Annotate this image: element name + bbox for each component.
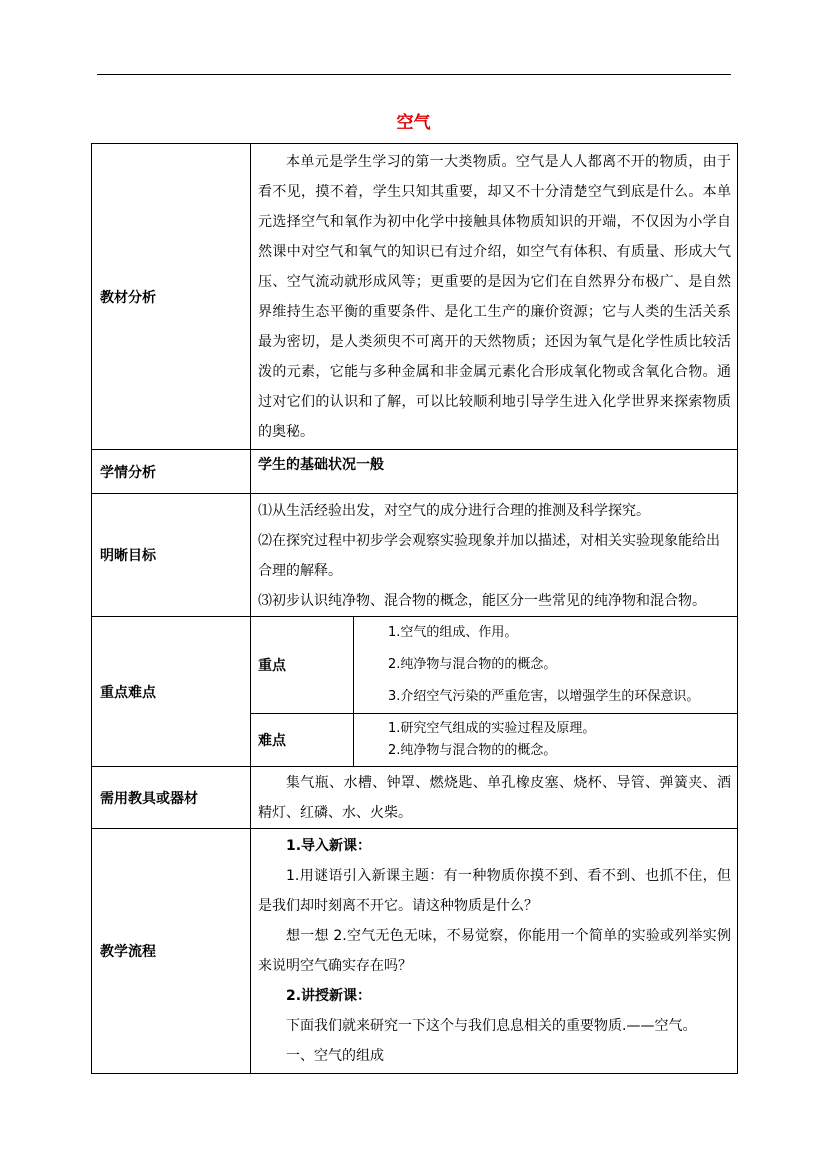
label-key-points: 重点 bbox=[251, 617, 354, 714]
process-paragraph: 想一想 2.空气无色无味，不易觉察，你能用一个简单的实验或列举实例来说明空气确实存在吗？ bbox=[258, 928, 732, 974]
student-analysis-text: 学生的基础状况一般 bbox=[258, 457, 384, 473]
difficult-point-item: 2.纯净物与混合物的的概念。 bbox=[388, 743, 557, 758]
label-textbook-analysis: 教材分析 bbox=[92, 144, 251, 450]
process-paragraph: 1.用谜语引入新课主题：有一种物质你摸不到、看不到、也抓不住，但是我们却时刻离不开它。请这种物质是什么？ bbox=[258, 868, 732, 914]
row-textbook-analysis bbox=[92, 144, 738, 450]
row-student-analysis bbox=[92, 450, 738, 494]
goal-item: ⑴从生活经验出发，对空气的成分进行合理的推测及科学探究。 bbox=[258, 503, 650, 519]
lesson-plan-table bbox=[91, 143, 738, 1074]
textbook-analysis-text: 本单元是学生学习的第一大类物质。空气是人人都离不开的物质，由于看不见，摸不着，学生只知其重要，却又不十分清楚空气到底是什么。本单元选择空气和氧作为初中化学中接触具体物质知识的开端，不仅因为小学自然课中对空气和氧气的知识已有过介绍，如空气有体积、有质量、形成大气压、空气流动就形成风等；更重要的是因为它们在自然界分布极广、是自然界维持生态平衡的重要条件、是化工生产的廉价资源；它与人类的生活关系最为密切，是人类须臾不可离开的天然物质；还因为氧气是化学性质比较活泼的元素，它能与多种金属和非金属元素化合形成氧化物或含氧化合物。通过对它们的认识和了解，可以比较顺利地引导学生进入化学世界来探索物质的奥秘。 bbox=[258, 154, 732, 440]
row-goals bbox=[92, 494, 738, 617]
process-heading-new-lesson: 2.讲授新课： bbox=[286, 988, 372, 1004]
key-point-item: 3.介绍空气污染的严重危害，以增强学生的环保意识。 bbox=[388, 689, 700, 704]
label-key-difficult: 重点难点 bbox=[92, 617, 251, 767]
process-paragraph: 下面我们就来研究一下这个与我们息息相关的重要物质.——空气。 bbox=[286, 1018, 697, 1034]
process-heading-intro: 1.导入新课： bbox=[286, 838, 372, 854]
label-difficult-points: 难点 bbox=[251, 714, 354, 767]
header-rule bbox=[97, 74, 731, 75]
label-student-analysis: 学情分析 bbox=[92, 450, 251, 494]
process-paragraph: 一、空气的组成 bbox=[286, 1048, 384, 1064]
label-goals: 明晰目标 bbox=[92, 494, 251, 617]
key-point-item: 2.纯净物与混合物的的概念。 bbox=[388, 657, 557, 672]
materials-text: 集气瓶、水槽、钟罩、燃烧匙、单孔橡皮塞、烧杯、导管、弹簧夹、酒精灯、红磷、水、火柴。 bbox=[258, 774, 732, 821]
goal-item: ⑵在探究过程中初步学会观察实验现象并加以描述，对相关实验现象能给出合理的解释。 bbox=[258, 533, 720, 579]
label-materials: 需用教具或器材 bbox=[92, 767, 251, 829]
difficult-point-item: 1.研究空气组成的实验过程及原理。 bbox=[388, 721, 596, 736]
row-key-points bbox=[92, 617, 738, 714]
row-materials bbox=[92, 767, 738, 829]
label-process: 教学流程 bbox=[92, 829, 251, 1074]
row-process bbox=[92, 829, 738, 1074]
page-title: 空气 bbox=[396, 113, 431, 133]
key-point-item: 1.空气的组成、作用。 bbox=[388, 625, 518, 640]
goal-item: ⑶初步认识纯净物、混合物的概念，能区分一些常见的纯净物和混合物。 bbox=[258, 593, 706, 609]
